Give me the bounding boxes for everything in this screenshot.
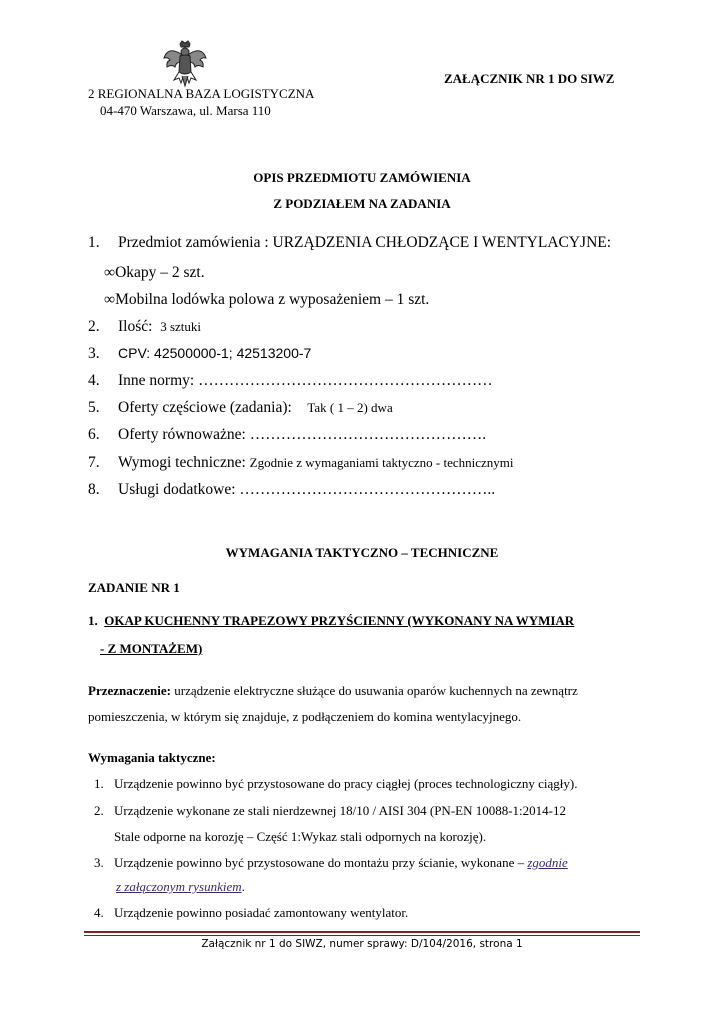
task-heading: ZADANIE NR 1 [88, 580, 180, 595]
purpose-paragraph [88, 683, 578, 699]
item-quantity [88, 318, 201, 336]
infinity-bullet-icon: ∞ [104, 291, 116, 308]
item-equivalent-offers [88, 426, 486, 444]
product-title-line1: OKAP KUCHENNY TRAPEZOWY PRZYŚCIENNY (WYKONANY NA WYMIAR [104, 613, 575, 628]
item-label: Oferty częściowe (zadania): [118, 399, 292, 416]
tactical-requirement [94, 803, 566, 819]
item-label: Usługi dodatkowe: ………………………………………….. [118, 481, 496, 498]
item-technical-requirements [88, 454, 514, 472]
sub-item-text: Okapy – 2 szt. [115, 264, 205, 281]
requirement-text: Urządzenie powinno być przystosowane do pracy ciągłej (proces technologiczny ciągły). [114, 776, 578, 791]
requirement-text: Urządzenie powinno być przystosowane do montażu przy ścianie, wykonane – [114, 855, 528, 870]
footer-rule-thin [84, 935, 640, 936]
document-subtitle: Z PODZIAŁEM NA ZADANIA [273, 196, 451, 211]
item-number: 1. [88, 234, 100, 251]
item-other-norms [88, 372, 493, 390]
organization-address: 04-470 Warszawa, ul. Marsa 110 [100, 103, 271, 118]
item-cpv [88, 345, 311, 363]
requirement-number: 1. [94, 776, 104, 791]
product-title-continuation [100, 641, 202, 657]
product-title-line2: - Z MONTAŻEM) [100, 641, 203, 656]
tactical-requirements-heading: Wymagania taktyczne: [88, 750, 216, 765]
tactical-requirement [94, 776, 578, 792]
sub-item-text: Mobilna lodówka polowa z wyposażeniem – 1 szt. [115, 291, 430, 308]
requirements-heading: WYMAGANIA TAKTYCZNO – TECHNICZNE [225, 545, 499, 560]
item-label: Wymogi techniczne: [118, 454, 246, 471]
item-label: Ilość: [118, 318, 153, 335]
item-label: CPV: [118, 345, 155, 361]
annex-title: ZAŁĄCZNIK NR 1 DO SIWZ [444, 71, 615, 86]
organization-name: 2 REGIONALNA BAZA LOGISTYCZNA [88, 86, 315, 101]
requirement-text-continuation [116, 879, 245, 895]
drawing-link[interactable]: zgodnie [527, 855, 568, 870]
requirement-text: Urządzenie wykonane ze stali nierdzewnej 18/10 / AISI 304 (PN-EN 10088-1:2014-12 [114, 803, 566, 818]
purpose-paragraph-continuation: pomieszczenia, w którym się znajduje, z podłączeniem do komina wentylacyjnego. [88, 709, 522, 724]
item-label: Przedmiot zamówienia : URZĄDZENIA CHŁODZĄCE I WENTYLACYJNE: [118, 234, 612, 251]
item-value: Tak ( 1 – 2) dwa [307, 400, 393, 415]
item-value: 3 sztuki [160, 319, 201, 334]
sub-item-hoods [104, 264, 205, 282]
requirement-number: 2. [94, 803, 104, 818]
infinity-bullet-icon: ∞ [104, 264, 116, 281]
item-number: 5. [88, 399, 100, 416]
tactical-requirement [94, 855, 568, 871]
product-title [88, 613, 574, 629]
item-label: Inne normy: ………………………………………………… [118, 372, 493, 389]
item-additional-services [88, 481, 495, 499]
page-footer: Załącznik nr 1 do SIWZ, numer sprawy: D/104/2016, strona 1 [201, 938, 523, 950]
item-number: 4. [88, 372, 100, 389]
item-value: 42500000-1; 42513200-7 [154, 345, 312, 361]
item-subject [88, 234, 611, 252]
purpose-text: urządzenie elektryczne służące do usuwania oparów kuchennych na zewnątrz [171, 683, 578, 698]
tactical-requirement [94, 905, 408, 921]
document-title: OPIS PRZEDMIOTU ZAMÓWIENIA [253, 170, 471, 185]
purpose-label: Przeznaczenie: [88, 683, 172, 698]
item-number: 6. [88, 426, 100, 443]
item-number: 8. [88, 481, 100, 498]
requirement-tail: . [241, 879, 245, 894]
requirement-number: 4. [94, 905, 104, 920]
drawing-link-continuation[interactable]: z załączonym rysunkiem [116, 879, 242, 894]
requirement-number: 3. [94, 855, 104, 870]
item-label: Oferty równoważne: ………………………………………. [118, 426, 487, 443]
polish-eagle-emblem-icon [162, 40, 208, 88]
item-value: Zgodnie z wymaganiami taktyczno - technicznymi [249, 455, 514, 470]
footer-rule [84, 931, 640, 933]
product-number: 1. [88, 613, 98, 628]
item-number: 3. [88, 345, 100, 362]
item-partial-offers [88, 399, 393, 417]
requirement-text-continuation: Stale odporne na korozję – Część 1:Wykaz stali odpornych na korozję). [114, 829, 487, 844]
item-number: 7. [88, 454, 100, 471]
item-number: 2. [88, 318, 100, 335]
sub-item-fridge [104, 291, 429, 309]
requirement-text: Urządzenie powinno posiadać zamontowany wentylator. [114, 905, 409, 920]
